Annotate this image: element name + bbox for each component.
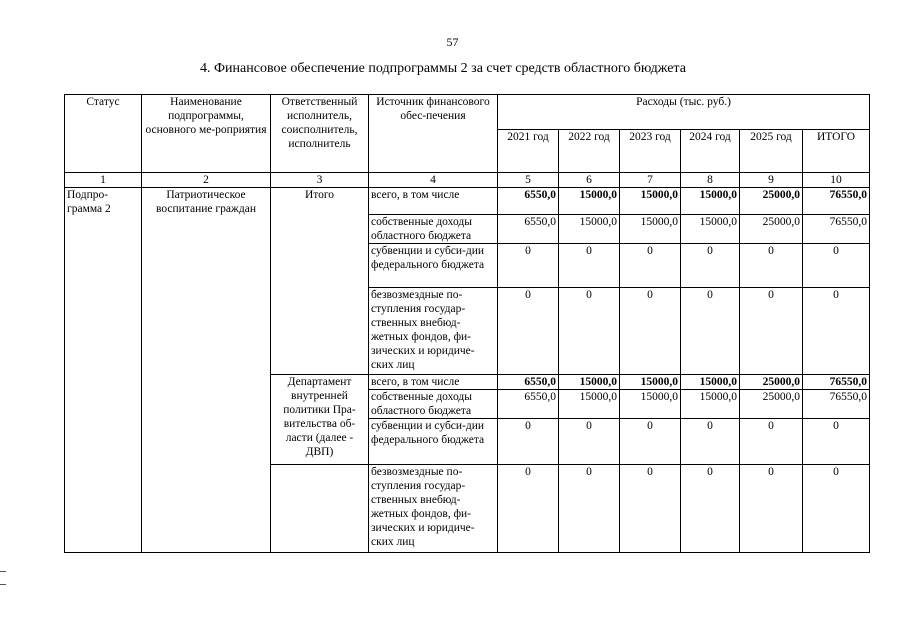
financing-table: [64, 94, 870, 553]
value-cell: 0: [740, 288, 803, 375]
source-cell: всего, в том числе: [369, 188, 498, 215]
value-cell: 76550,0: [803, 390, 870, 419]
header-name: Наименование подпрограммы, основного ме-роприятия: [142, 95, 271, 173]
value-cell: 0: [803, 244, 870, 288]
value-cell: 0: [681, 419, 740, 465]
value-cell: 0: [681, 288, 740, 375]
executor-empty-cell: [271, 465, 369, 553]
value-cell: 15000,0: [620, 375, 681, 390]
source-cell: собственные доходы областного бюджета: [369, 215, 498, 244]
source-cell: всего, в том числе: [369, 375, 498, 390]
value-cell: 0: [681, 244, 740, 288]
header-year-2023: 2023 год: [620, 130, 681, 173]
header-source: Источник финансового обес-печения: [369, 95, 498, 173]
value-cell: 15000,0: [620, 390, 681, 419]
value-cell: 0: [498, 419, 559, 465]
value-cell: 0: [498, 244, 559, 288]
header-expenses: Расходы (тыс. руб.): [498, 95, 870, 130]
value-cell: 15000,0: [681, 188, 740, 215]
value-cell: 25000,0: [740, 375, 803, 390]
value-cell: 15000,0: [559, 375, 620, 390]
index-row: [65, 173, 870, 188]
header-row: [65, 95, 870, 130]
value-cell: 0: [740, 465, 803, 553]
index-cell: 4: [369, 173, 498, 188]
source-cell: субвенции и субси-дии федерального бюджета: [369, 419, 498, 465]
index-cell: 3: [271, 173, 369, 188]
value-cell: 0: [559, 419, 620, 465]
header-status: Статус: [65, 95, 142, 173]
value-cell: 76550,0: [803, 215, 870, 244]
header-year-2024: 2024 год: [681, 130, 740, 173]
value-cell: 0: [498, 465, 559, 553]
value-cell: 15000,0: [681, 390, 740, 419]
value-cell: 0: [498, 288, 559, 375]
program-name-cell: Патриотическое воспитание граждан: [142, 188, 271, 553]
header-year-2022: 2022 год: [559, 130, 620, 173]
value-cell: 0: [803, 288, 870, 375]
page-number: 57: [446, 35, 459, 49]
index-cell: 6: [559, 173, 620, 188]
executor-cell: Департамент внутренней политики Пра-вительства об-ласти (далее - ДВП): [271, 375, 369, 465]
table-row: [65, 188, 870, 215]
index-cell: 5: [498, 173, 559, 188]
index-cell: 10: [803, 173, 870, 188]
value-cell: 25000,0: [740, 215, 803, 244]
executor-cell: Итого: [271, 188, 369, 375]
value-cell: 76550,0: [803, 188, 870, 215]
header-executor: Ответственный исполнитель, соисполнитель, исполнитель: [271, 95, 369, 173]
value-cell: 6550,0: [498, 215, 559, 244]
header-year-2021: 2021 год: [498, 130, 559, 173]
source-cell: безвозмездные по-ступления государ-ственных внебюд-жетных фондов, фи-зических и юридиче-ских лиц: [369, 465, 498, 553]
index-cell: 2: [142, 173, 271, 188]
value-cell: 6550,0: [498, 390, 559, 419]
value-cell: 0: [740, 419, 803, 465]
index-cell: 1: [65, 173, 142, 188]
value-cell: 15000,0: [681, 375, 740, 390]
value-cell: 0: [559, 244, 620, 288]
value-cell: 0: [803, 419, 870, 465]
value-cell: 15000,0: [620, 215, 681, 244]
value-cell: 0: [620, 465, 681, 553]
value-cell: 0: [620, 244, 681, 288]
margin-mark: [0, 571, 6, 572]
header-year-2025: 2025 год: [740, 130, 803, 173]
value-cell: 15000,0: [559, 390, 620, 419]
status-cell: Подпро-грамма 2: [65, 188, 142, 553]
value-cell: 25000,0: [740, 188, 803, 215]
value-cell: 76550,0: [803, 375, 870, 390]
document-title: 4. Финансовое обеспечение подпрограммы 2 за счет средств областного бюджета: [200, 61, 686, 76]
value-cell: 0: [681, 465, 740, 553]
value-cell: 0: [559, 288, 620, 375]
header-total: ИТОГО: [803, 130, 870, 173]
index-cell: 8: [681, 173, 740, 188]
source-cell: безвозмездные по-ступления государ-ственных внебюд-жетных фондов, фи-зических и юридиче-ских лиц: [369, 288, 498, 375]
value-cell: 0: [803, 465, 870, 553]
index-cell: 9: [740, 173, 803, 188]
value-cell: 0: [620, 419, 681, 465]
value-cell: 25000,0: [740, 390, 803, 419]
value-cell: 15000,0: [559, 215, 620, 244]
index-cell: 7: [620, 173, 681, 188]
value-cell: 6550,0: [498, 375, 559, 390]
value-cell: 0: [620, 288, 681, 375]
source-cell: собственные доходы областного бюджета: [369, 390, 498, 419]
value-cell: 6550,0: [498, 188, 559, 215]
value-cell: 0: [740, 244, 803, 288]
source-cell: субвенции и субси-дии федерального бюджета: [369, 244, 498, 288]
margin-mark: [0, 584, 6, 585]
value-cell: 0: [559, 465, 620, 553]
value-cell: 15000,0: [559, 188, 620, 215]
value-cell: 15000,0: [620, 188, 681, 215]
value-cell: 15000,0: [681, 215, 740, 244]
